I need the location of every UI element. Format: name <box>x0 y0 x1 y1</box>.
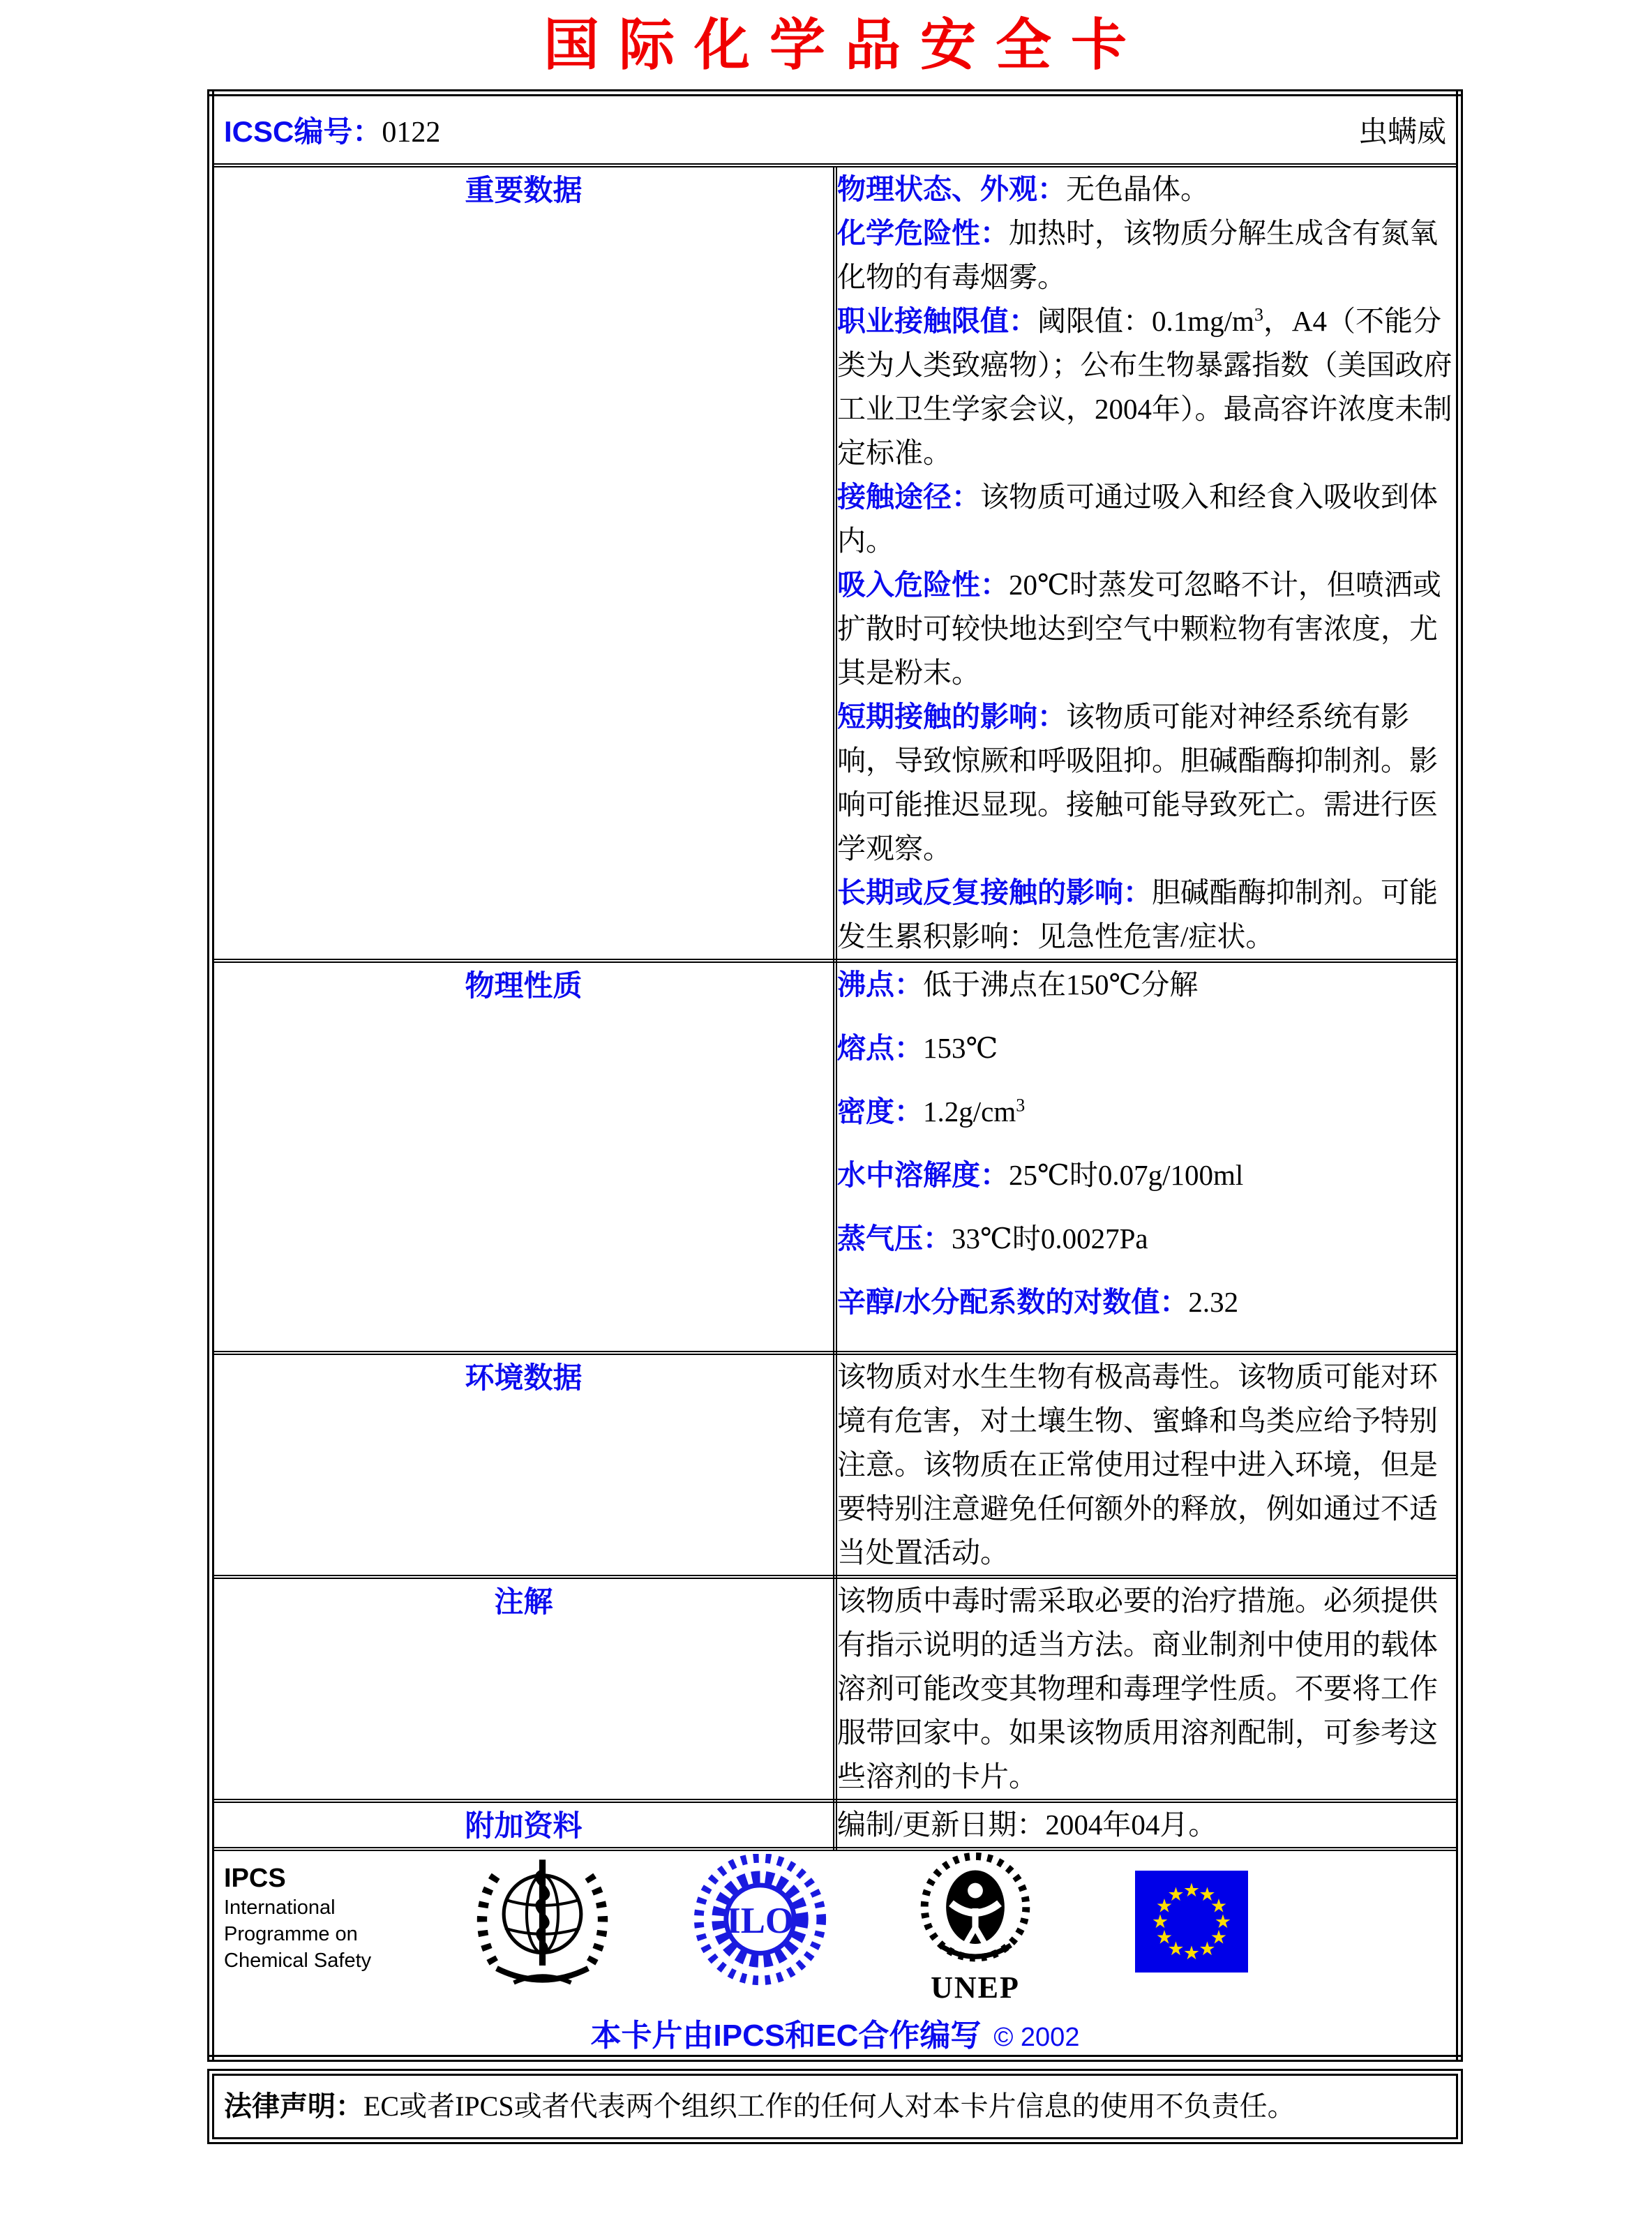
term: 长期或反复接触的影响： <box>837 876 1152 908</box>
term: 密度： <box>837 1095 923 1128</box>
section-content-environmental-data <box>835 1353 1459 1577</box>
section-row-important-data <box>211 165 1459 961</box>
legal-label: 法律声明： <box>224 2091 363 2122</box>
svg-text:★: ★ <box>1182 1880 1201 1901</box>
icsc-number-label: ICSC编号： <box>224 115 382 148</box>
desc: 该物质可通过吸入和经食入吸收到体内。 <box>837 481 1438 557</box>
important-item <box>837 563 1456 695</box>
section-content-important-data <box>835 165 1459 961</box>
section-label-environmental-data: 环境数据 <box>211 1353 835 1577</box>
superscript: 3 <box>1254 304 1263 325</box>
section-row-additional-info <box>211 1801 1459 1849</box>
additional-info-text: 编制/更新日期：2004年04月。 <box>837 1809 1217 1841</box>
svg-text:★: ★ <box>1151 1911 1169 1933</box>
section-row-notes <box>211 1577 1459 1801</box>
environmental-text: 该物质对水生生物有极高毒性。该物质可能对环境有危害，对土壤生物、蜜蜂和鸟类应给予特别注意。该物质在正常使用过程中进入环境，但是要特别注意避免任何额外的释放，例如通过不适当处置活动。 <box>837 1361 1438 1569</box>
page-title: 国际化学品安全卡 <box>543 12 1146 77</box>
svg-text:★: ★ <box>1214 1911 1232 1933</box>
unep-logo-icon <box>912 1851 1039 2003</box>
section-label-additional-info: 附加资料 <box>211 1801 835 1849</box>
section-label-physical-properties: 物理性质 <box>211 961 835 1353</box>
header-cell <box>211 93 1459 165</box>
desc: 低于沸点在150℃分解 <box>923 968 1199 1001</box>
term: 熔点： <box>837 1032 923 1064</box>
section-row-environmental-data <box>211 1353 1459 1577</box>
important-item <box>837 695 1456 871</box>
section-label-notes: 注解 <box>211 1577 835 1801</box>
ipcs-acronym: IPCS <box>224 1864 286 1893</box>
desc: 25℃时0.07g/100ml <box>1009 1159 1244 1191</box>
ipcs-wordmark <box>224 1851 411 1974</box>
credit-line <box>214 2010 1456 2055</box>
svg-text:★: ★ <box>1182 1943 1201 1964</box>
term: 辛醇/水分配系数的对数值： <box>837 1286 1189 1318</box>
property-item <box>837 1217 1456 1261</box>
desc: 1.2g/cm <box>923 1095 1016 1128</box>
property-item <box>837 1153 1456 1197</box>
property-item <box>837 1090 1456 1134</box>
svg-text:★: ★ <box>1167 1938 1185 1960</box>
unep-wordmark: UNEP <box>931 1970 1020 2005</box>
legal-notice <box>207 2069 1463 2144</box>
term: 化学危险性： <box>837 217 1009 249</box>
important-item <box>837 299 1456 475</box>
term: 物理状态、外观： <box>837 173 1066 205</box>
svg-text:★: ★ <box>1167 1884 1185 1906</box>
legal-text: EC或者IPCS或者代表两个组织工作的任何人对本卡片信息的使用不负责任。 <box>363 2090 1296 2122</box>
eu-flag-icon <box>1135 1871 1248 1976</box>
desc: 153℃ <box>923 1032 998 1064</box>
important-item <box>837 871 1456 959</box>
desc: 胆碱酯酶抑制剂。可能发生累积影响：见急性危害/症状。 <box>837 876 1438 952</box>
important-item <box>837 211 1456 299</box>
desc: 加热时，该物质分解生成含有氮氧化物的有毒烟雾。 <box>837 217 1438 293</box>
icsc-number-value: 0122 <box>382 117 441 149</box>
notes-text: 该物质中毒时需采取必要的治疗措施。必须提供有指示说明的适当方法。商业制剂中使用的载体溶剂可能改变其物理和毒理学性质。不要将工作服带回家中。如果该物质用溶剂配制，可参考这些溶剂的卡片。 <box>837 1585 1438 1792</box>
term: 接触途径： <box>837 481 980 513</box>
section-content-additional-info <box>835 1801 1459 1849</box>
header-row <box>211 93 1459 165</box>
svg-text:★: ★ <box>1210 1895 1228 1917</box>
desc: 无色晶体。 <box>1066 173 1209 205</box>
svg-text:ILO: ILO <box>726 1901 794 1942</box>
copyright-text: © 2002 <box>993 2023 1080 2052</box>
ipcs-line: International <box>224 1896 336 1919</box>
svg-text:★: ★ <box>1199 1938 1216 1960</box>
footer-logos-cell <box>211 1849 1459 2058</box>
who-logo-icon <box>471 1851 614 1998</box>
desc: 阈限值：0.1mg/m <box>1037 305 1254 337</box>
footer-logos-row <box>211 1849 1459 2058</box>
section-content-notes <box>835 1577 1459 1801</box>
important-item <box>837 475 1456 563</box>
credit-text: 本卡片由IPCS和EC合作编写 <box>590 2019 982 2053</box>
icsc-card-table <box>207 89 1463 2062</box>
section-label-important-data: 重要数据 <box>211 165 835 961</box>
term: 沸点： <box>837 968 923 1001</box>
superscript: 3 <box>1016 1095 1026 1116</box>
icsc-number-group <box>224 109 440 151</box>
ilo-logo-icon <box>692 1854 828 1993</box>
term: 蒸气压： <box>837 1222 952 1255</box>
term: 吸入危险性： <box>837 569 1009 601</box>
desc: 2.32 <box>1188 1286 1239 1318</box>
desc: 20℃时蒸发可忽略不计，但喷洒或扩散时可较快地达到空气中颗粒物有害浓度，尤其是粉末。 <box>837 569 1441 689</box>
desc: ，A4（不能分类为人类致癌物）；公布生物暴露指数（美国政府工业卫生学家会议，2004年）。最高容许浓度未制定标准。 <box>837 305 1452 469</box>
ipcs-line: Chemical Safety <box>224 1949 372 1972</box>
svg-text:★: ★ <box>1155 1895 1173 1917</box>
property-item <box>837 1280 1456 1324</box>
svg-text:★: ★ <box>1210 1926 1228 1949</box>
svg-text:★: ★ <box>1199 1884 1216 1906</box>
chemical-name: 虫螨威 <box>1358 117 1446 149</box>
section-content-physical-properties <box>835 961 1459 1353</box>
property-item <box>837 963 1456 1007</box>
property-item <box>837 1026 1456 1070</box>
term: 职业接触限值： <box>837 305 1037 337</box>
important-item <box>837 167 1456 211</box>
section-row-physical-properties <box>211 961 1459 1353</box>
desc: 该物质可能对神经系统有影响，导致惊厥和呼吸阻抑。胆碱酯酶抑制剂。影响可能推迟显现。接触可能导致死亡。需进行医学观察。 <box>837 701 1438 864</box>
ipcs-line: Programme on <box>224 1923 358 1945</box>
svg-text:★: ★ <box>1155 1926 1173 1949</box>
desc: 33℃时0.0027Pa <box>952 1222 1148 1255</box>
term: 短期接触的影响： <box>837 701 1066 733</box>
term: 水中溶解度： <box>837 1159 1009 1191</box>
